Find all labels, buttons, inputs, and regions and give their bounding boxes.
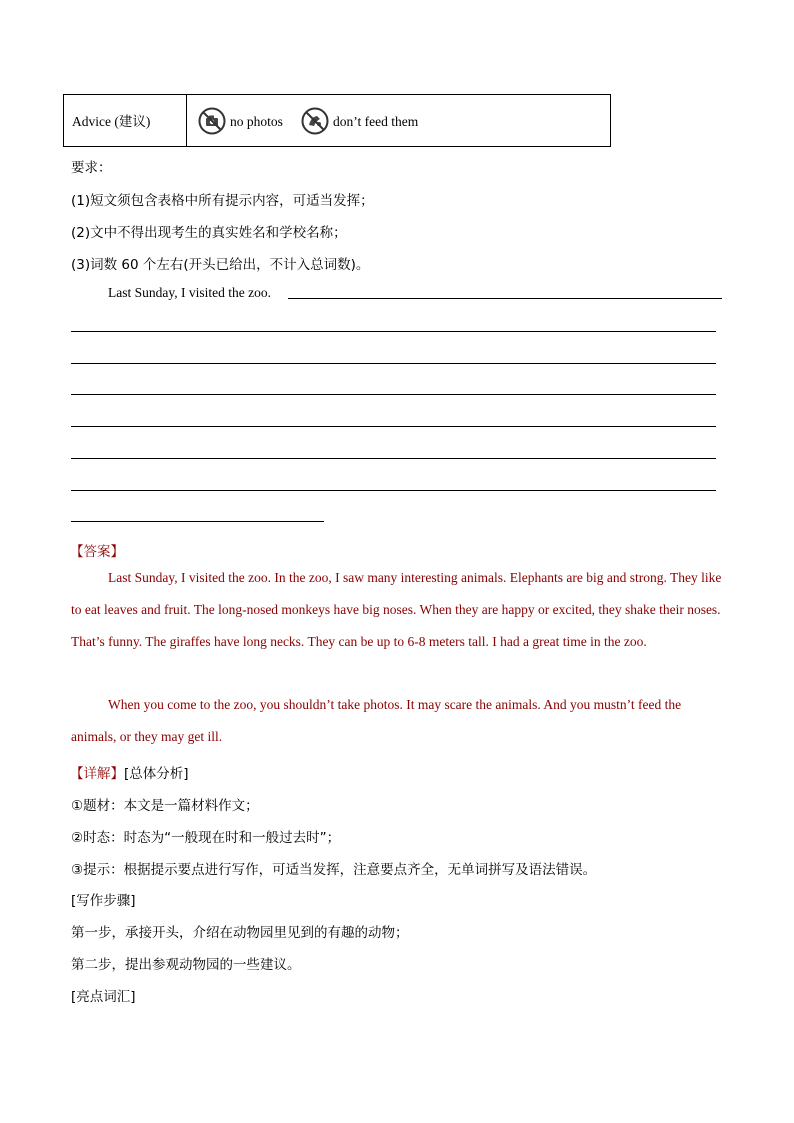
- detail-tag-line: [70, 762, 189, 782]
- advice-item-dont-feed: don’t feed them: [333, 114, 419, 129]
- answer-line: [71, 394, 716, 395]
- requirement-item: (2)文中不得出现考生的真实姓名和学校名称；: [71, 225, 347, 241]
- vocab-heading: [亮点词汇]: [71, 989, 136, 1005]
- analysis-point: ①题材：本文是一篇材料作文；: [71, 798, 259, 814]
- advice-table: [63, 94, 611, 147]
- answer-line: [71, 521, 324, 522]
- requirement-item: (3)词数 60 个左右(开头已给出，不计入总词数)。: [71, 257, 370, 273]
- requirements-heading: 要求：: [71, 160, 112, 176]
- analysis-point: ③提示：根据提示要点进行写作，可适当发挥，注意要点齐全，无单词拼写及语法错误。: [71, 862, 597, 878]
- advice-label: Advice (建议): [64, 95, 187, 146]
- steps-heading: [写作步骤]: [71, 893, 136, 909]
- answer-paragraph: When you come to the zoo, you shouldn’t take photos. It may scare the animals. And you mustn’t feed the animals, or they may get ill.: [71, 697, 682, 744]
- advice-content: [188, 95, 610, 146]
- detail-tag-suffix: [总体分析]: [124, 766, 189, 782]
- analysis-point: ②时态：时态为“一般现在时和一般过去时”；: [71, 830, 341, 846]
- answer-line: [71, 426, 716, 427]
- answer-line: [71, 490, 716, 491]
- step-item: 第二步，提出参观动物园的一些建议。: [71, 957, 301, 973]
- writing-lead: Last Sunday, I visited the zoo.: [108, 285, 271, 300]
- answer-line: [288, 298, 722, 299]
- answer-line: [71, 458, 716, 459]
- answer-line: [71, 331, 716, 332]
- no-feeding-icon: [301, 107, 329, 135]
- answer-paragraph: Last Sunday, I visited the zoo. In the zoo, I saw many interesting animals. Elephants are big and strong. They like to eat leaves and fruit. The long-nosed monkeys have big noses. When they are happy or excited, they shake their noses. That’s funny. The giraffes have long necks. They can be up to 6-8 meters tall. I had a great time in the zoo.: [71, 570, 722, 649]
- detail-tag: 【详解】: [70, 766, 124, 782]
- answer-line: [71, 363, 716, 364]
- step-item: 第一步，承接开头，介绍在动物园里见到的有趣的动物；: [71, 925, 409, 941]
- requirement-item: (1)短文须包含表格中所有提示内容，可适当发挥；: [71, 193, 374, 209]
- advice-item-no-photos: no photos: [230, 114, 283, 129]
- no-camera-icon: [198, 107, 226, 135]
- answer-tag: 【答案】: [70, 544, 124, 560]
